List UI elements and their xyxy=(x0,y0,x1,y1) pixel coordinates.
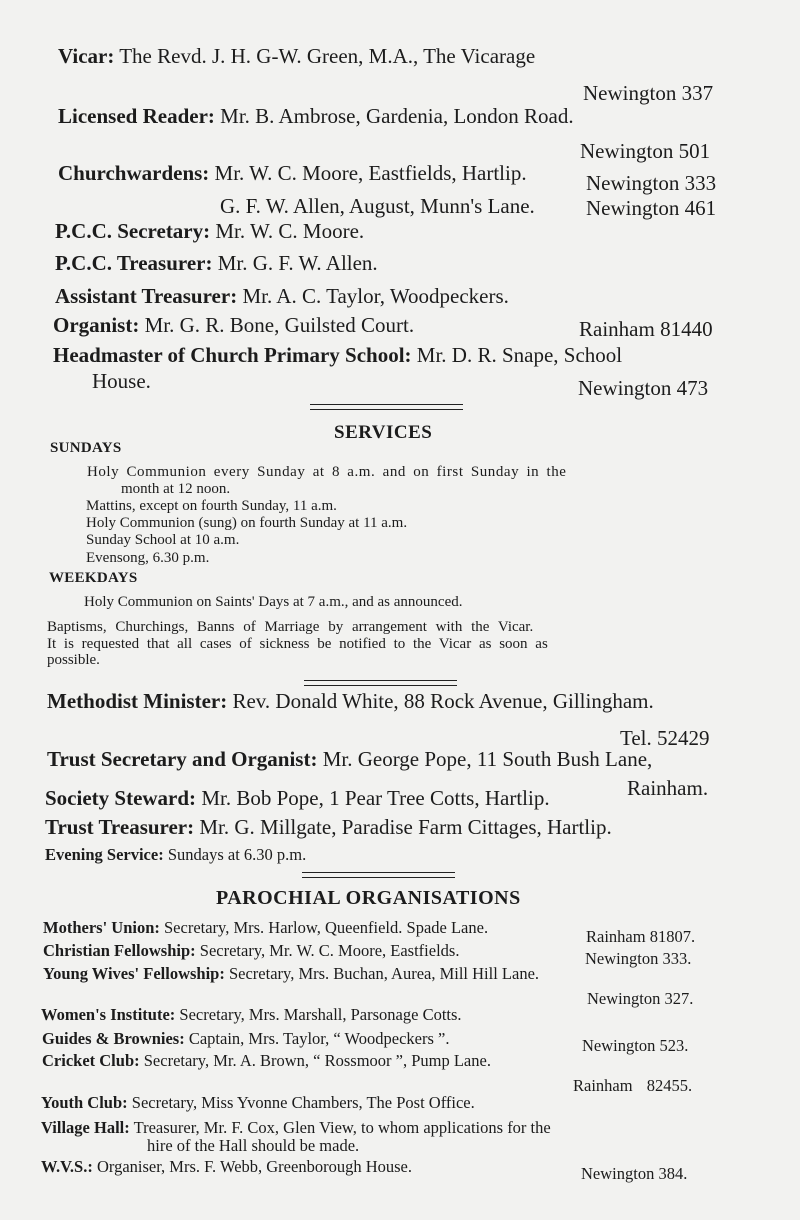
trust-secretary-label: Trust Secretary and Organist: xyxy=(47,747,318,771)
cricket-label: Cricket Club: xyxy=(42,1051,140,1070)
trust-secretary-text: Mr. George Pope, 11 South Bush Lane, xyxy=(322,747,653,771)
pcc-secretary-text: Mr. W. C. Moore. xyxy=(215,219,365,243)
headmaster-text: Mr. D. R. Snape, School xyxy=(416,343,623,367)
sunday-line: Evensong, 6.30 p.m. xyxy=(86,550,210,566)
reader-text: Mr. B. Ambrose, Gardenia, London Road. xyxy=(220,104,574,128)
evening-service-text: Sundays at 6.30 p.m. xyxy=(167,845,307,864)
organist-phone: Rainham 81440 xyxy=(579,317,713,341)
trust-secretary-text-2: Rainham. xyxy=(627,776,709,800)
vicar-phone: Newington 337 xyxy=(583,81,714,105)
pcc-secretary-entry xyxy=(55,219,364,244)
sunday-line: Holy Communion (sung) on fourth Sunday at 11 a.m. xyxy=(86,515,408,531)
village-hall-text: Treasurer, Mr. F. Cox, Glen View, to whom applications for the xyxy=(133,1118,551,1137)
village-hall-label: Village Hall: xyxy=(41,1118,130,1137)
village-hall-entry xyxy=(41,1118,551,1138)
assistant-treasurer-entry xyxy=(55,284,509,309)
young-wives-phone: Newington 327. xyxy=(587,989,694,1008)
evening-service-label: Evening Service: xyxy=(45,845,164,864)
wvs-label: W.V.S.: xyxy=(41,1157,93,1176)
wvs-text: Organiser, Mrs. F. Webb, Greenborough House. xyxy=(96,1157,412,1176)
pcc-secretary-label: P.C.C. Secretary: xyxy=(55,219,211,243)
organist-entry xyxy=(53,313,414,338)
sunday-line: Sunday School at 10 a.m. xyxy=(86,532,240,548)
divider-rule xyxy=(310,409,463,410)
christian-fellowship-entry xyxy=(43,941,459,961)
sunday-line: Holy Communion every Sunday at 8 a.m. and on first Sunday in the xyxy=(87,464,567,480)
weekday-line: It is requested that all cases of sickness be notified to the Vicar as soon as xyxy=(47,636,548,652)
assistant-treasurer-text: Mr. A. C. Taylor, Woodpeckers. xyxy=(242,284,509,308)
cricket-entry xyxy=(42,1051,491,1071)
trust-treasurer-label: Trust Treasurer: xyxy=(45,815,195,839)
divider-rule xyxy=(302,872,455,873)
sunday-line: Mattins, except on fourth Sunday, 11 a.m. xyxy=(86,498,337,514)
young-wives-entry xyxy=(43,964,539,984)
divider-rule xyxy=(302,877,455,878)
methodist-minister-text: Rev. Donald White, 88 Rock Avenue, Gillingham. xyxy=(232,689,654,713)
guides-phone: Newington 523. xyxy=(582,1036,689,1055)
youth-club-text: Secretary, Miss Yvonne Chambers, The Post Office. xyxy=(131,1093,475,1112)
vicar-text: The Revd. J. H. G-W. Green, M.A., The Vicarage xyxy=(119,44,536,68)
churchwarden-1: Mr. W. C. Moore, Eastfields, Hartlip. xyxy=(214,161,527,185)
trust-secretary-entry xyxy=(47,747,652,772)
womens-institute-label: Women's Institute: xyxy=(41,1005,176,1024)
womens-institute-text: Secretary, Mrs. Marshall, Parsonage Cotts. xyxy=(179,1005,462,1024)
cricket-phone: Rainham 82455. xyxy=(573,1076,693,1095)
vicar-label: Vicar: xyxy=(58,44,115,68)
headmaster-text-2: House. xyxy=(92,369,151,393)
sundays-heading: SUNDAYS xyxy=(50,440,122,456)
young-wives-label: Young Wives' Fellowship: xyxy=(43,964,225,983)
weekdays-heading: WEEKDAYS xyxy=(49,570,138,586)
churchwardens-label: Churchwardens: xyxy=(58,161,210,185)
headmaster-entry xyxy=(53,343,622,368)
divider-rule xyxy=(304,680,457,681)
womens-institute-entry xyxy=(41,1005,462,1025)
churchwarden-2-phone: Newington 461 xyxy=(586,196,717,220)
evening-service-entry xyxy=(45,845,306,865)
methodist-minister-phone: Tel. 52429 xyxy=(620,726,710,750)
sunday-line: month at 12 noon. xyxy=(121,481,231,497)
weekday-line: possible. xyxy=(47,652,100,668)
young-wives-text: Secretary, Mrs. Buchan, Aurea, Mill Hill Lane. xyxy=(228,964,540,983)
divider-rule xyxy=(310,404,463,405)
youth-club-label: Youth Club: xyxy=(41,1093,128,1112)
divider-rule xyxy=(304,685,457,686)
reader-label: Licensed Reader: xyxy=(58,104,215,128)
organist-text: Mr. G. R. Bone, Guilsted Court. xyxy=(144,313,415,337)
organist-label: Organist: xyxy=(53,313,140,337)
christian-fellowship-label: Christian Fellowship: xyxy=(43,941,196,960)
headmaster-phone: Newington 473 xyxy=(578,376,709,400)
assistant-treasurer-label: Assistant Treasurer: xyxy=(55,284,238,308)
churchwarden-1-phone: Newington 333 xyxy=(586,171,717,195)
wvs-phone: Newington 384. xyxy=(581,1164,688,1183)
cricket-text: Secretary, Mr. A. Brown, “ Rossmoor ”, Pump Lane. xyxy=(143,1051,491,1070)
trust-treasurer-entry xyxy=(45,815,612,840)
vicar-entry xyxy=(58,44,535,69)
wvs-entry xyxy=(41,1157,412,1177)
pcc-treasurer-text: Mr. G. F. W. Allen. xyxy=(217,251,378,275)
mothers-union-phone: Rainham 81807. xyxy=(586,927,696,946)
christian-fellowship-phone: Newington 333. xyxy=(585,949,692,968)
weekday-line: Holy Communion on Saints' Days at 7 a.m., and as announced. xyxy=(84,594,463,610)
mothers-union-label: Mothers' Union: xyxy=(43,918,160,937)
reader-phone: Newington 501 xyxy=(580,139,711,163)
weekday-line: Baptisms, Churchings, Banns of Marriage by arrangement with the Vicar. xyxy=(47,619,534,635)
churchwarden-2: G. F. W. Allen, August, Munn's Lane. xyxy=(220,194,535,218)
mothers-union-entry xyxy=(43,918,488,938)
youth-club-entry xyxy=(41,1093,475,1113)
society-steward-entry xyxy=(45,786,550,811)
trust-treasurer-text: Mr. G. Millgate, Paradise Farm Cittages, Hartlip. xyxy=(199,815,612,839)
guides-entry xyxy=(42,1029,449,1049)
services-heading: SERVICES xyxy=(334,422,433,443)
headmaster-label: Headmaster of Church Primary School: xyxy=(53,343,412,367)
guides-label: Guides & Brownies: xyxy=(42,1029,185,1048)
mothers-union-text: Secretary, Mrs. Harlow, Queenfield. Spade Lane. xyxy=(164,918,489,937)
methodist-minister-label: Methodist Minister: xyxy=(47,689,228,713)
methodist-minister-entry xyxy=(47,689,654,714)
society-steward-text: Mr. Bob Pope, 1 Pear Tree Cotts, Hartlip. xyxy=(201,786,550,810)
society-steward-label: Society Steward: xyxy=(45,786,197,810)
organisations-heading: PAROCHIAL ORGANISATIONS xyxy=(216,887,521,909)
christian-fellowship-text: Secretary, Mr. W. C. Moore, Eastfields. xyxy=(199,941,460,960)
pcc-treasurer-entry xyxy=(55,251,378,276)
village-hall-text-2: hire of the Hall should be made. xyxy=(147,1136,360,1155)
guides-text: Captain, Mrs. Taylor, “ Woodpeckers ”. xyxy=(188,1029,450,1048)
churchwardens-entry xyxy=(58,161,527,186)
reader-entry xyxy=(58,104,574,129)
pcc-treasurer-label: P.C.C. Treasurer: xyxy=(55,251,213,275)
